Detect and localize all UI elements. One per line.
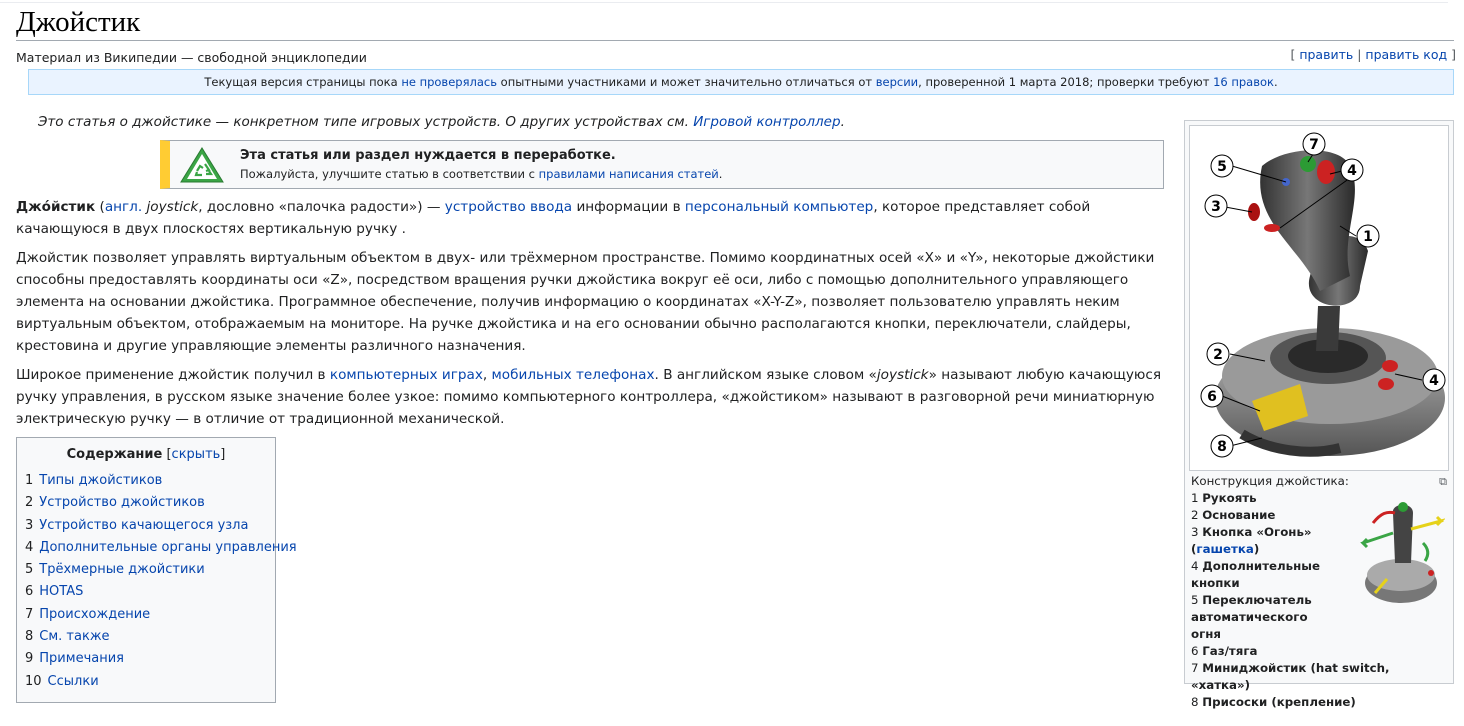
callout-label: 4 bbox=[1347, 163, 1357, 179]
toc-link[interactable]: HOTAS bbox=[39, 584, 84, 600]
caption-item bbox=[1191, 643, 1449, 660]
bracket-open: [ bbox=[1290, 47, 1300, 62]
toc-item[interactable] bbox=[25, 671, 275, 693]
callout-label: 7 bbox=[1309, 137, 1319, 153]
edit-links bbox=[1290, 47, 1456, 62]
toc-number: 5 bbox=[25, 562, 34, 578]
separator: | bbox=[1353, 47, 1366, 62]
text: Широкое применение джойстик получил в bbox=[16, 367, 330, 383]
toc-number: 4 bbox=[25, 539, 34, 555]
part-label: Дополнительные кнопки bbox=[1191, 559, 1320, 590]
toc-list bbox=[25, 470, 297, 693]
callout-label: 4 bbox=[1429, 373, 1439, 389]
notice-text: . bbox=[1273, 75, 1278, 89]
toc-number: 8 bbox=[25, 629, 34, 645]
toc-heading: Содержание bbox=[66, 447, 163, 462]
hatnote-text: Это статья о джойстике — конкретном типе игровых устройств. О других устройствах см. bbox=[38, 114, 694, 130]
hatnote bbox=[38, 114, 845, 130]
review-notice bbox=[28, 69, 1454, 95]
recycle-icon bbox=[180, 147, 224, 183]
bracket: ] bbox=[220, 447, 226, 462]
callout-label: 5 bbox=[1217, 159, 1227, 175]
notice-text: , проверенной 1 марта 2018; проверки требуют bbox=[918, 75, 1214, 89]
text: информации в bbox=[572, 199, 685, 215]
part-number: 5 bbox=[1191, 593, 1199, 607]
text: , bbox=[482, 367, 492, 383]
site-subtitle: Материал из Википедии — свободной энциклопедии bbox=[16, 50, 367, 65]
table-of-contents bbox=[16, 437, 297, 703]
notice-unreviewed-link[interactable]: не проверялась bbox=[401, 75, 498, 89]
part-label: Основание bbox=[1202, 508, 1276, 522]
hatnote-end: . bbox=[840, 114, 845, 130]
caption-title: Конструкция джойстика: bbox=[1191, 474, 1349, 488]
paragraph-axes: Джойстик позволяет управлять виртуальным объектом в двух- или трёхмерном пространстве. Помимо координатных осей «X» и «Y», некоторые джойстики способны предоставлять координаты оси «Z», посредством вращения ручки джойстика вокруг её оси, либо с помощью дополнительного управляющего элемента на основании джойстика. Программное обеспечение, получив информацию о координатах «X-Y-Z», позволяет пользователю управлять неким виртуальным объектом, отображаемым на мониторе. На ручке джойстика и на его основании обычно располагаются кнопки, переключатели, слайдеры, крестовина и другие управляющие элементы различного назначения. bbox=[16, 250, 1155, 354]
part-label: Присоски (крепление) bbox=[1202, 695, 1356, 709]
article-body bbox=[16, 196, 1164, 437]
text: , дословно «палочка радости») — bbox=[198, 199, 445, 215]
notice-text: Текущая версия страницы пока bbox=[204, 75, 402, 89]
toc-number: 3 bbox=[25, 517, 34, 533]
text: . В английском языке словом « bbox=[654, 367, 877, 383]
toc-item[interactable] bbox=[25, 470, 275, 492]
caption-item bbox=[1191, 660, 1449, 694]
toc-number: 9 bbox=[25, 651, 34, 667]
toc-link[interactable]: Устройство джойстиков bbox=[39, 495, 205, 511]
toc-item[interactable] bbox=[25, 648, 275, 670]
english-term: joystick bbox=[876, 367, 929, 383]
caption-item bbox=[1191, 592, 1341, 643]
rework-text bbox=[240, 167, 722, 181]
toc-link[interactable]: Дополнительные органы управления bbox=[39, 539, 297, 555]
toc-link[interactable]: Типы джойстиков bbox=[39, 473, 163, 488]
edit-link[interactable]: править bbox=[1299, 47, 1354, 62]
notice-version-link[interactable]: версии bbox=[875, 75, 919, 89]
part-number: 6 bbox=[1191, 644, 1199, 658]
joystick-diagram[interactable] bbox=[1189, 125, 1449, 471]
callout-label: 1 bbox=[1363, 229, 1373, 245]
lang-link[interactable]: англ. bbox=[104, 199, 143, 215]
toc-link[interactable]: См. также bbox=[39, 629, 110, 645]
notice-edits-link[interactable]: 16 правок bbox=[1213, 75, 1274, 89]
toc-link[interactable]: Происхождение bbox=[39, 606, 151, 622]
games-link[interactable]: компьютерных играх bbox=[329, 367, 483, 383]
enlarge-icon[interactable]: ⧉ bbox=[1439, 475, 1447, 488]
toc-link[interactable]: Трёхмерные джойстики bbox=[39, 562, 205, 578]
input-device-link[interactable]: устройство ввода bbox=[444, 199, 573, 215]
part-number: 8 bbox=[1191, 695, 1199, 709]
infobox bbox=[1184, 120, 1454, 709]
joystick-illustration bbox=[1190, 126, 1448, 470]
toc-item[interactable] bbox=[25, 626, 275, 648]
phones-link[interactable]: мобильных телефонах bbox=[491, 367, 655, 383]
toc-item[interactable] bbox=[25, 559, 275, 581]
part-label: Рукоять bbox=[1202, 491, 1257, 505]
toc-item[interactable] bbox=[25, 581, 275, 603]
callout-label: 6 bbox=[1207, 389, 1217, 405]
pc-link[interactable]: персональный компьютер bbox=[684, 199, 874, 215]
text: » называют любую качающуюся ручку управления, в русском языке значение более узкое: помимо компьютерного контроллера, «джойстиком» называют в разговорной речи миниатюрную электрическую ручку — в отличие от традиционной механической. bbox=[16, 367, 1162, 427]
callout-label: 2 bbox=[1213, 347, 1223, 363]
bracket: [ bbox=[162, 447, 172, 462]
writing-rules-link[interactable]: правилами написания статей bbox=[538, 167, 719, 181]
callout-label: 3 bbox=[1211, 199, 1221, 215]
part-label: Миниджойстик (hat switch, «хатка») bbox=[1191, 661, 1390, 692]
part-label: Газ/тяга bbox=[1202, 644, 1258, 658]
toc-toggle bbox=[162, 447, 225, 462]
toc-item[interactable] bbox=[25, 604, 275, 626]
english-term: joystick bbox=[146, 199, 199, 215]
term-bold: Джо́йстик bbox=[16, 199, 96, 215]
toc-item[interactable] bbox=[25, 492, 275, 514]
part-number: 1 bbox=[1191, 491, 1199, 505]
page-title: Джойстик bbox=[16, 4, 1454, 41]
toc-number: 2 bbox=[25, 495, 34, 511]
text: ( bbox=[95, 199, 105, 215]
rework-title: Эта статья или раздел нуждается в переработке. bbox=[240, 148, 616, 163]
notice-text: опытными участниками и может значительно отличаться от bbox=[497, 75, 876, 89]
toc-number: 10 bbox=[25, 673, 42, 689]
hatnote-link[interactable]: Игровой контроллер bbox=[693, 114, 841, 130]
rework-text-main: Пожалуйста, улучшите статью в соответствии с bbox=[240, 167, 539, 181]
part-label: Кнопка «Огонь» bbox=[1202, 525, 1312, 539]
toc-link[interactable]: Устройство качающегося узла bbox=[39, 517, 249, 533]
part-number: 3 bbox=[1191, 525, 1199, 539]
part-label: Переключатель автоматического огня bbox=[1191, 593, 1312, 641]
toc-hide-link[interactable]: скрыть bbox=[171, 447, 221, 462]
caption-item bbox=[1191, 558, 1341, 592]
paragraph-intro bbox=[16, 196, 1164, 240]
caption-item: 3 Кнопка «Огонь» (гашетка) bbox=[1191, 525, 1312, 556]
text: , которое представляет собой качающуюся в двух плоскостях вертикальную ручку . bbox=[16, 199, 1091, 237]
toc-number: 6 bbox=[25, 584, 34, 600]
toc-title bbox=[17, 447, 275, 462]
part-number: 2 bbox=[1191, 508, 1199, 522]
toc-item[interactable] bbox=[25, 515, 275, 537]
toc-link[interactable]: Ссылки bbox=[47, 673, 99, 689]
trigger-link[interactable]: гашетка bbox=[1196, 542, 1254, 556]
joystick-axes-thumbnail[interactable] bbox=[1353, 483, 1445, 611]
top-border bbox=[0, 2, 1448, 3]
bracket-close: ] bbox=[1447, 47, 1456, 62]
rework-text-end: . bbox=[718, 167, 723, 181]
rework-notice-box bbox=[160, 140, 1164, 189]
callout-label: 8 bbox=[1217, 439, 1227, 455]
part-number: 4 bbox=[1191, 559, 1199, 573]
paragraph-usage bbox=[16, 364, 1164, 430]
toc-number: 7 bbox=[25, 606, 34, 622]
edit-code-link[interactable]: править код bbox=[1365, 47, 1448, 62]
part-number: 7 bbox=[1191, 661, 1199, 675]
toc-item[interactable] bbox=[25, 537, 297, 559]
toc-link[interactable]: Примечания bbox=[39, 651, 124, 667]
toc-number: 1 bbox=[25, 473, 34, 488]
caption-item bbox=[1191, 694, 1449, 711]
